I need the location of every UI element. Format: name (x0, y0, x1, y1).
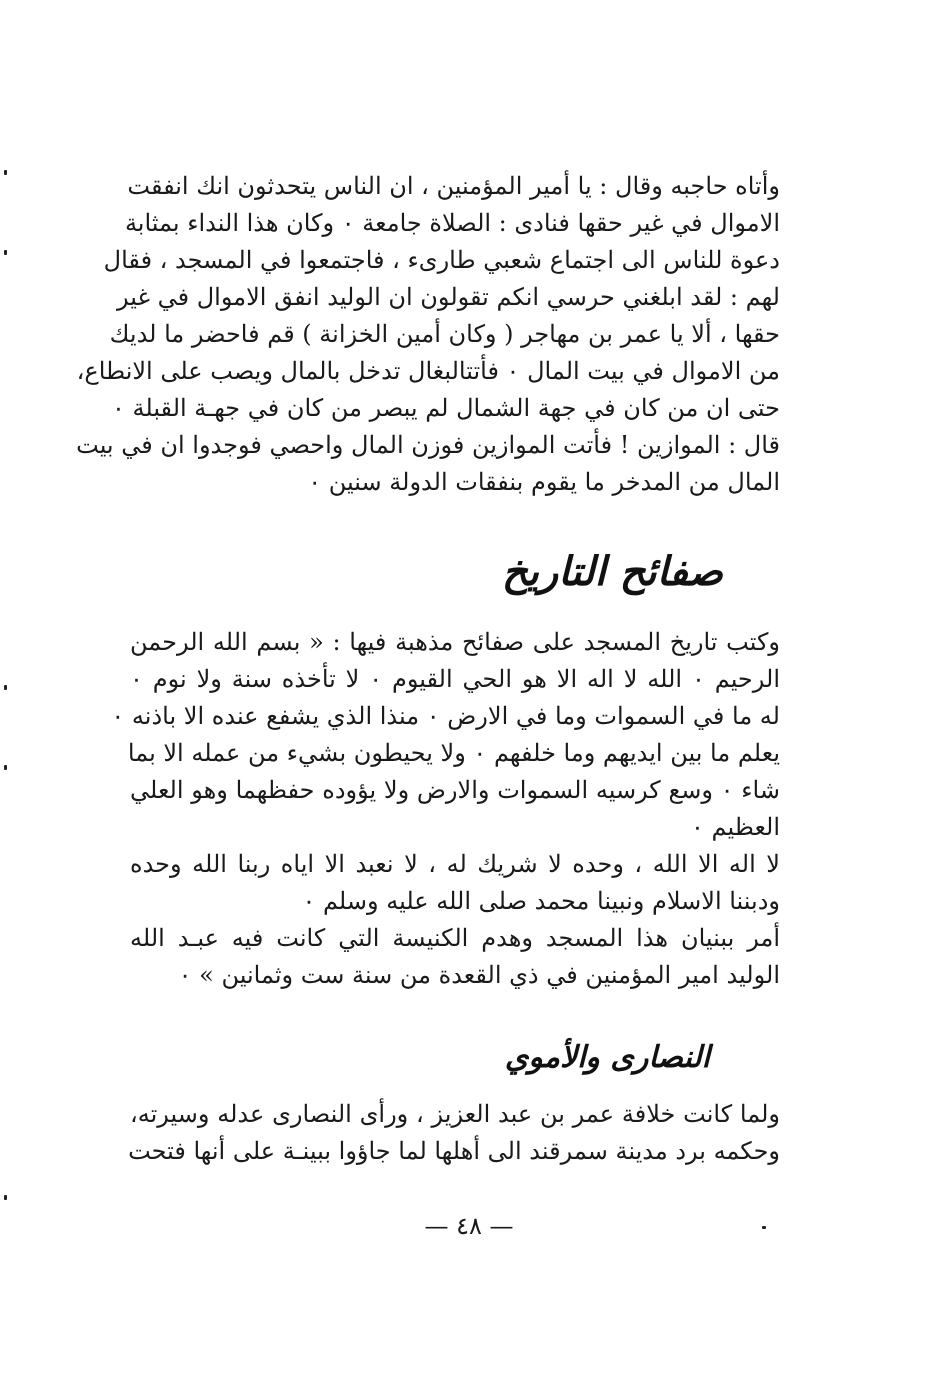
text-line: ودبننا الاسلام ونبينا محمد صلى الله عليه وسلم ٠ (302, 887, 780, 915)
text-line: دعوة للناس الى اجتماع شعبي طارىء ، فاجتمعوا في المسجد ، فقال (103, 246, 780, 274)
paragraph-3 (130, 1096, 780, 1170)
text-line: قال : الموازين ! فأتت الموازين فوزن المال واحصي فوجدوا ان في بيت (76, 431, 780, 459)
paragraph-2 (111, 624, 780, 994)
section-heading: النصارى والأموي (504, 1040, 710, 1075)
text-line: أمر ببنيان هذا المسجد وهدم الكنيسة التي كانت فيه عبـد الله (130, 924, 780, 952)
text-line: لا اله الا الله ، وحده لا شريك له ، لا نعبد الا اياه ربنا الله وحده (130, 850, 780, 878)
scan-mark (4, 170, 7, 175)
text-line: له ما في السموات وما في الارض ٠ منذا الذي يشفع عنده الا باذنه ٠ (111, 702, 780, 730)
text-line: لهم : لقد ابلغني حرسي انكم تقولون ان الوليد انفق الاموال في غير (116, 283, 780, 311)
text-line: حتى ان من كان في جهة الشمال لم يبصر من كان في جهـة القبلة ٠ (111, 394, 780, 422)
section-heading: صفائح التاريخ (501, 548, 723, 595)
text-line: المال من المدخر ما يقوم بنفقات الدولة سنين ٠ (308, 468, 780, 496)
text-line: وكتب تاريخ المسجد على صفائح مذهبة فيها : « بسم الله الرحمن (130, 628, 780, 656)
page-number: — ٤٨ — (424, 1212, 514, 1240)
text-line: الاموال في غير حقها فنادى : الصلاة جامعة ٠ وكان هذا النداء بمثابة (124, 209, 780, 237)
text-line: العظيم ٠ (691, 813, 780, 841)
text-line: شاء ٠ وسع كرسيه السموات والارض ولا يؤوده حفظهما وهو العلي (130, 776, 780, 804)
text-line: حقها ، ألا يا عمر بن مهاجر ( وكان أمين الخزانة ) قم فاحضر ما لديك (109, 320, 780, 348)
text-line: وحكمه برد مدينة سمرقند الى أهلها لما جاؤوا ببينـة على أنها فتحت (128, 1137, 780, 1165)
paragraph-1 (76, 168, 780, 501)
text-line: الرحيم ٠ الله لا اله الا هو الحي القيوم ٠ لا تأخذه سنة ولا نوم ٠ (130, 665, 780, 693)
text-line: الوليد امير المؤمنين في ذي القعدة من سنة ست وثمانين » ٠ (178, 961, 780, 989)
scan-mark (4, 685, 7, 690)
scan-mark (4, 1195, 7, 1200)
text-line: وأتاه حاجبه وقال : يا أمير المؤمنين ، ان الناس يتحدثون انك انفقت (127, 172, 780, 200)
scan-mark (4, 250, 7, 255)
text-line: يعلم ما بين ايديهم وما خلفهم ٠ ولا يحيطون بشيء من عمله الا بما (127, 739, 780, 767)
scan-mark (4, 765, 7, 770)
text-line: ولما كانت خلافة عمر بن عبد العزيز ، ورأى النصارى عدله وسيرته، (130, 1100, 780, 1128)
text-line: من الاموال في بيت المال ٠ فأتتالبغال تدخل بالمال ويصب على الانطاع، (76, 357, 780, 385)
